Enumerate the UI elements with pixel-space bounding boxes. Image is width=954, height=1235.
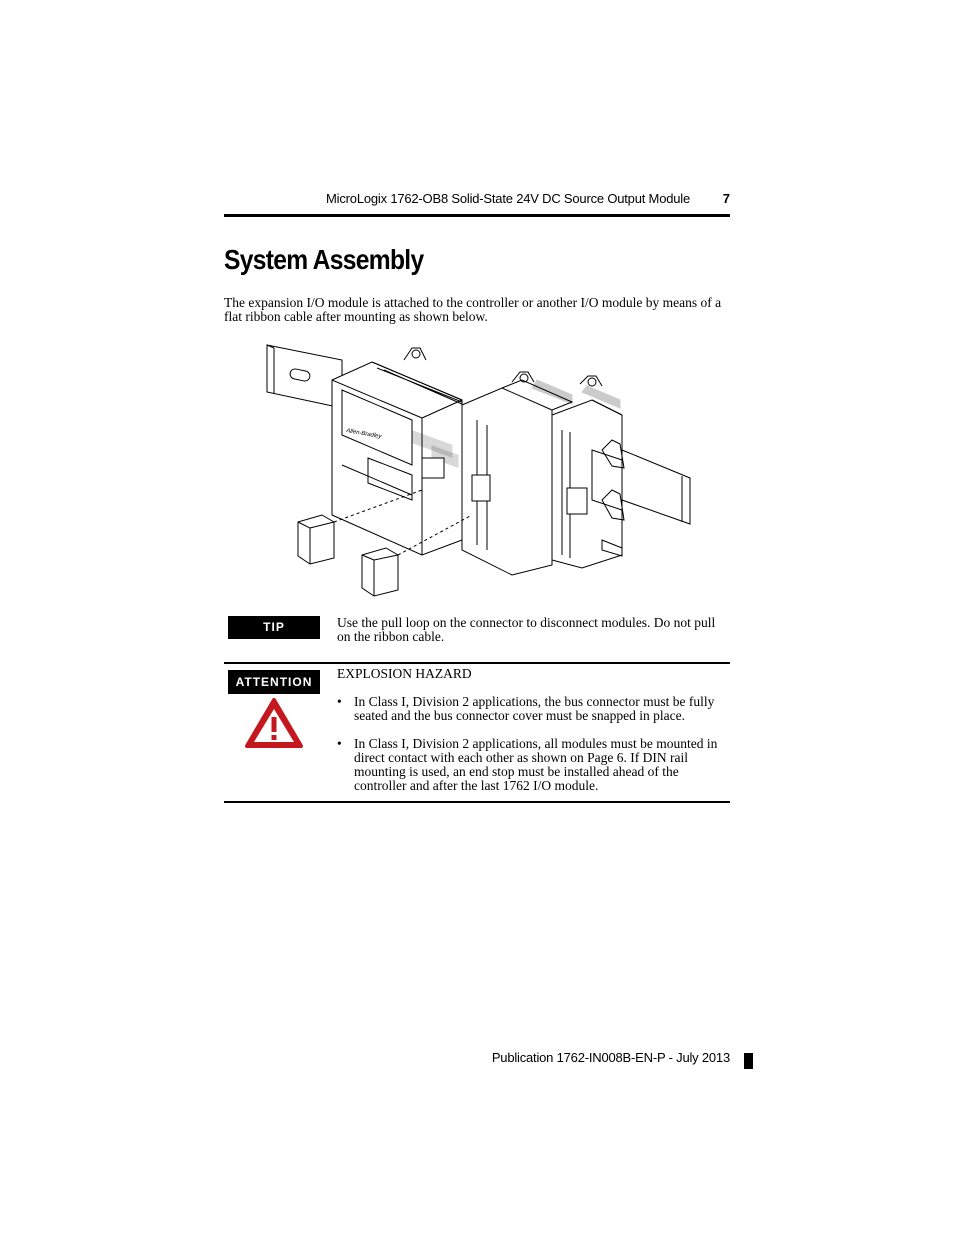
attention-bullet: • In Class I, Division 2 applications, all modules must be mounted in direct contact with each other as shown on Page 6. If DIN rail mounting is used, an end stop must be installed ahead of the controller and after the last 1762 I/O module.: [337, 737, 730, 793]
publication-footer: Publication 1762-IN008B-EN-P - July 2013: [491, 1050, 730, 1065]
attention-title: EXPLOSION HAZARD: [337, 666, 472, 681]
din-rail-right: [622, 450, 690, 524]
controller-logo: Allen-Bradley: [345, 428, 382, 441]
section-title: System Assembly: [224, 244, 424, 275]
attention-bullet-list: [337, 695, 730, 807]
intro-paragraph: The expansion I/O module is attached to the controller or another I/O module by means of a flat ribbon cable after mounting as shown below.: [224, 295, 722, 324]
running-header: MicroLogix 1762-OB8 Solid-State 24V DC Source Output Module: [326, 191, 690, 206]
system-assembly-illustration: [262, 340, 694, 602]
warning-triangle-icon: [244, 697, 304, 749]
attention-badge: ATTENTION: [228, 670, 320, 694]
expansion-module-2: [552, 376, 624, 568]
thumb-tab-marker: [744, 1053, 753, 1069]
controller: [332, 348, 462, 555]
bus-connector-cover-1: [298, 515, 334, 564]
attention-bottom-rule: [224, 801, 730, 803]
header-rule: [224, 214, 730, 217]
tip-badge: TIP: [228, 616, 320, 639]
attention-bullet: • In Class I, Division 2 applications, the bus connector must be fully seated and the bus connector cover must be snapped in place.: [337, 695, 730, 723]
bus-connector-cover-2: [362, 548, 398, 596]
tip-text: Use the pull loop on the connector to disconnect modules. Do not pull on the ribbon cable.: [337, 615, 716, 644]
attention-top-rule: [224, 662, 730, 664]
page-number: 7: [722, 191, 730, 206]
din-rail-left: [267, 345, 342, 408]
